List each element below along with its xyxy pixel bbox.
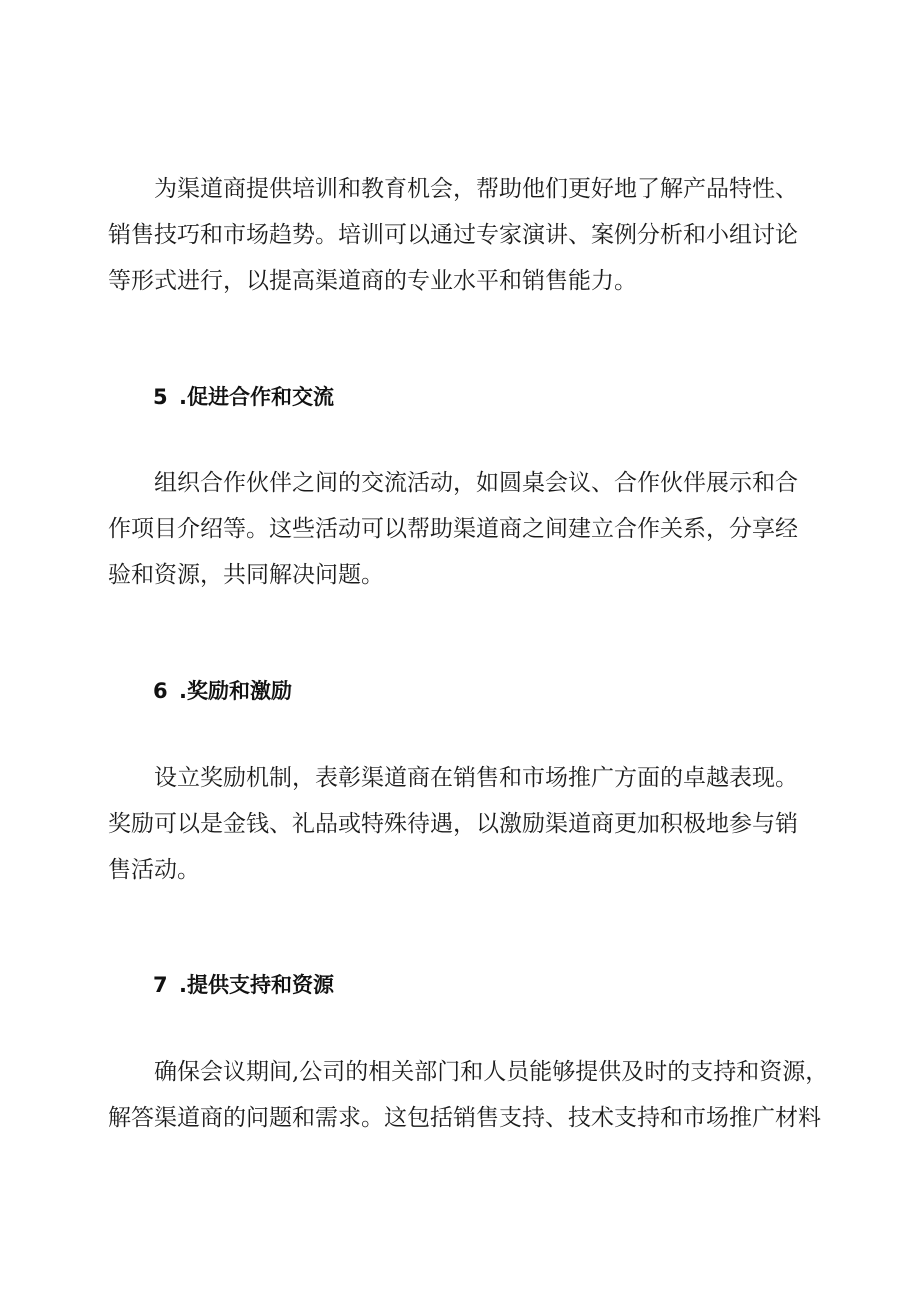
paragraph-line: 组织合作伙伴之间的交流活动，如圆桌会议、合作伙伴展示和合: [154, 470, 798, 496]
paragraph-line: 销售技巧和市场趋势。培训可以通过专家演讲、案例分析和小组讨论: [108, 222, 798, 248]
section-heading-7: [153, 970, 334, 1000]
paragraph-line: 售活动。: [108, 857, 200, 883]
paragraph-line: 解答渠道商的问题和需求。这包括销售支持、技术支持和市场推广材料: [108, 1105, 821, 1131]
paragraph-line: 等形式进行，以提高渠道商的专业水平和销售能力。: [108, 268, 637, 294]
section-title: .促进合作和交流: [179, 385, 334, 409]
paragraph-line: 验和资源，共同解决问题。: [108, 562, 384, 588]
paragraph-line: 作项目介绍等。这些活动可以帮助渠道商之间建立合作关系，分享经: [108, 516, 798, 542]
paragraph-line: 为渠道商提供培训和教育机会，帮助他们更好地了解产品特性、: [154, 176, 798, 202]
section-heading-5: [153, 382, 334, 412]
section-number: 7: [153, 973, 168, 997]
paragraph-line: 确保会议期间,公司的相关部门和人员能够提供及时的支持和资源，: [154, 1059, 829, 1085]
paragraph-line: 设立奖励机制，表彰渠道商在销售和市场推广方面的卓越表现。: [154, 765, 798, 791]
section-title: .提供支持和资源: [179, 973, 334, 997]
section-5-paragraph: [108, 460, 798, 598]
section-heading-6: [153, 676, 292, 706]
section-6-paragraph: [108, 755, 798, 893]
paragraph-line: 奖励可以是金钱、礼品或特殊待遇，以激励渠道商更加积极地参与销: [108, 811, 798, 837]
section-title: .奖励和激励: [179, 679, 292, 703]
section-number: 5: [153, 385, 168, 409]
intro-paragraph: [108, 166, 798, 304]
section-number: 6: [153, 679, 168, 703]
section-7-paragraph: [108, 1049, 828, 1141]
